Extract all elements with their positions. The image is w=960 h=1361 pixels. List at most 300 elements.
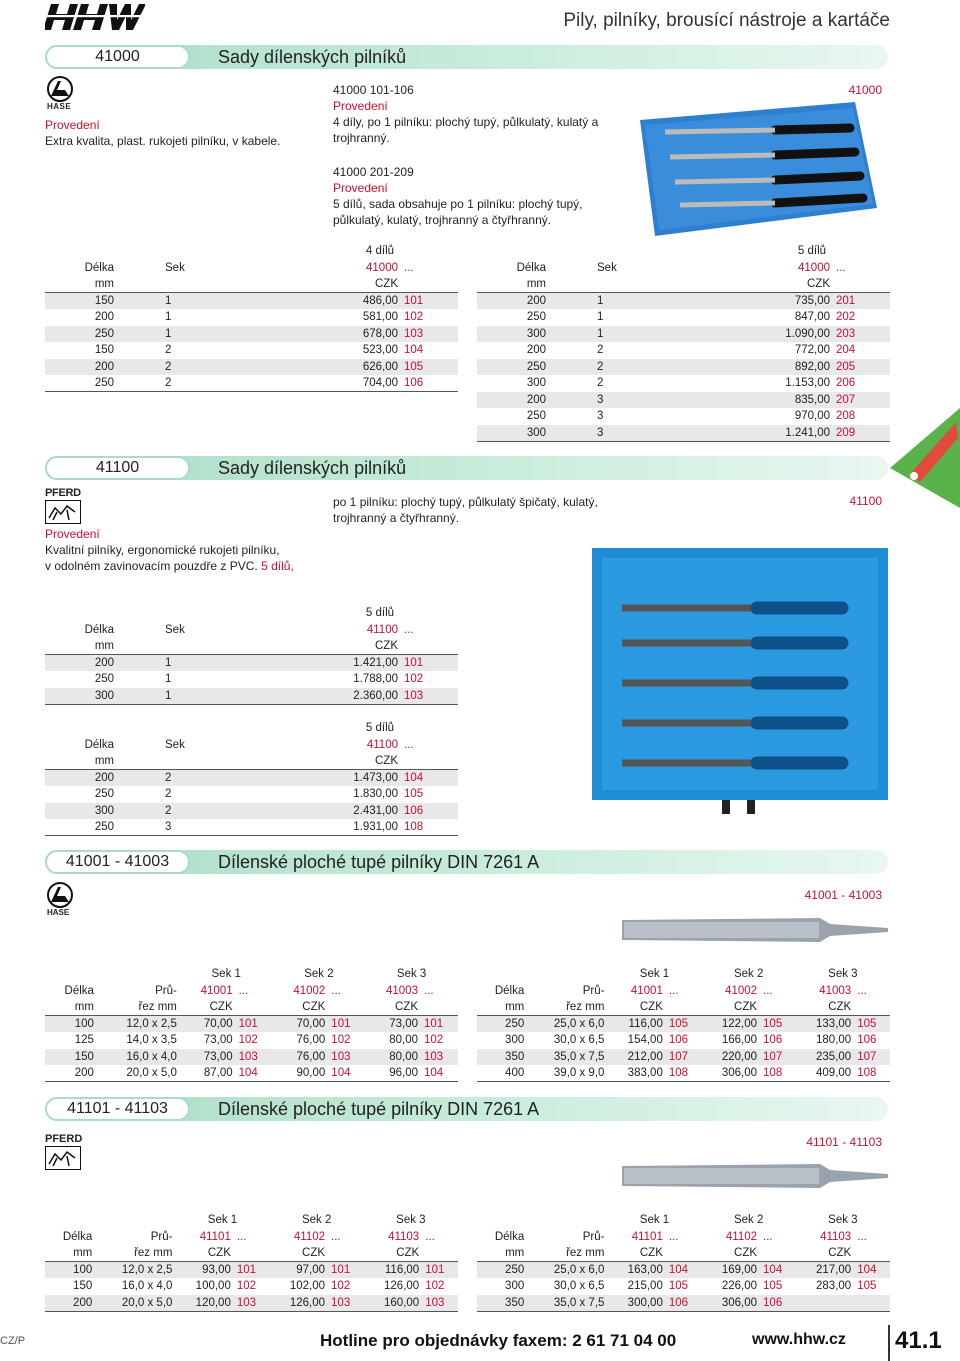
section-title: Sady dílenských pilníků: [218, 47, 407, 67]
table-row: [477, 1032, 890, 1049]
table-row: [477, 1278, 890, 1295]
unit-row: [477, 999, 890, 1016]
table-row: [45, 655, 458, 672]
cross-section: 20,0 x 5,0: [95, 1295, 175, 1312]
col-header: ...: [857, 984, 867, 997]
section-title: Dílenské ploché tupé pilníky DIN 7261 A: [218, 852, 540, 872]
table-cell: 200: [45, 1065, 97, 1082]
unit-header: CZK: [365, 999, 421, 1016]
col-header: 41001: [630, 984, 663, 997]
order-code: 206: [836, 377, 856, 390]
col-header: 41000: [366, 261, 398, 274]
table-cell: 350: [477, 1295, 527, 1312]
table-cell: 200: [94, 311, 114, 324]
order-code: 205: [833, 359, 890, 376]
order-code: 107: [760, 1049, 796, 1066]
table-cell: 400: [477, 1065, 527, 1082]
language-code: CZ/P: [0, 1335, 26, 1347]
table-cell: 93,00: [175, 1262, 233, 1279]
order-code: 104: [666, 1262, 702, 1279]
section-header-41100: [45, 456, 888, 480]
unit-header: CZK: [270, 1245, 328, 1262]
table-body: [477, 1016, 890, 1082]
order-code: 102: [404, 311, 424, 324]
pferd-brand-logo: [45, 1146, 81, 1170]
table-cell: 80,00: [389, 1034, 418, 1047]
table-cell: 350: [477, 1049, 527, 1066]
table-cell: 1.153,00: [785, 377, 830, 390]
table-cell: 100: [45, 1016, 97, 1033]
saw-category-icon: [890, 408, 960, 508]
cut-grade: 1: [117, 293, 317, 310]
table-cell: 226,00: [721, 1280, 758, 1293]
unit-header: CZK: [702, 999, 760, 1016]
price-table-41101-right: [477, 1212, 890, 1312]
file-pouch-photo: [592, 548, 888, 816]
cross-section: 25,0 x 6,0: [527, 1262, 607, 1279]
section-header-41101: [45, 1097, 888, 1121]
unit-header: řez mm: [95, 1245, 175, 1262]
order-code: 101: [401, 293, 458, 310]
set-a-text: 4 díly, po 1 pilníku: plochý tupý, půlkulatý, kulatý a: [333, 115, 599, 129]
group-header: Sek 3: [396, 1214, 426, 1227]
cut-grade: 1: [597, 311, 604, 324]
unit-header: CZK: [607, 1245, 665, 1262]
section-code: 41100: [45, 456, 190, 480]
order-code: 101: [328, 1016, 365, 1033]
set-desc: po 1 pilníku: plochý tupý, půlkulatý špičatý, kulatý,: [333, 495, 598, 509]
table-row: [45, 819, 458, 836]
col-header: Délka: [494, 1230, 525, 1243]
set-b-label: Provedení: [333, 181, 388, 195]
table-cell: 90,00: [273, 1065, 329, 1082]
col-header: 41001: [200, 984, 233, 997]
table-cell: 626,00: [317, 359, 401, 376]
unit-header: CZK: [749, 276, 833, 293]
table-cell: 125: [74, 1034, 94, 1047]
hase-brand-text: HASE: [47, 908, 70, 917]
website-link[interactable]: www.hhw.cz: [752, 1331, 846, 1348]
order-code: 107: [666, 1049, 702, 1066]
col-header: 41101: [631, 1230, 663, 1243]
set-a-code: 41000 101-106: [333, 83, 414, 97]
table-cell: 250: [45, 326, 117, 343]
table-caption: 5 dílů: [797, 245, 827, 258]
pferd-brand-text: PFERD: [45, 487, 81, 499]
unit-header: [234, 1245, 270, 1262]
table-cell: 1.830,00: [353, 788, 398, 801]
col-header: Délka: [62, 1230, 93, 1243]
table-row: [477, 293, 890, 310]
table-cell: 250: [477, 1016, 527, 1033]
order-code: 103: [422, 1295, 458, 1312]
table-cell: 250: [477, 359, 549, 376]
table-row: [45, 293, 458, 310]
unit-header: [328, 999, 365, 1016]
table-cell: 200: [526, 344, 546, 357]
cross-section: 20,0 x 5,0: [97, 1065, 180, 1082]
table-cell: 847,00: [794, 311, 830, 324]
order-code: 101: [236, 1016, 273, 1033]
table-row: [477, 309, 890, 326]
col-header: Délka: [494, 984, 525, 997]
cut-grade: 2: [117, 359, 317, 376]
order-code: 104: [404, 344, 424, 357]
unit-header: CZK: [364, 1245, 422, 1262]
table-cell: 217,00: [796, 1262, 854, 1279]
col-header: Sek: [597, 261, 617, 274]
cut-grade: 2: [117, 803, 317, 820]
header-row: [45, 1229, 458, 1246]
table-row: [477, 1049, 890, 1066]
table-body: [477, 1262, 890, 1312]
col-header: 41003: [819, 984, 852, 997]
order-code: 103: [401, 326, 458, 343]
table-row: [45, 326, 458, 343]
table-cell: 97,00: [270, 1262, 328, 1279]
col-header: ...: [423, 984, 434, 997]
page-footer: [0, 1325, 960, 1361]
table-cell: 735,00: [749, 293, 833, 310]
group-header: Sek 1: [211, 968, 241, 981]
group-header: Sek 3: [828, 968, 858, 981]
table-row: [45, 1049, 458, 1066]
table-cell: 100: [45, 1262, 95, 1279]
provedeni-label: Provedení: [45, 527, 100, 541]
table-cell: 300: [505, 1280, 525, 1293]
cut-grade: 1: [165, 311, 172, 324]
cut-grade: 3: [117, 819, 317, 836]
group-header: Sek 2: [733, 1214, 764, 1227]
set-b-code: 41000 201-209: [333, 165, 414, 179]
table-cell: 250: [526, 311, 546, 324]
group-header: Sek 2: [301, 1214, 332, 1227]
col-header: Sek: [165, 738, 185, 751]
table-row: [45, 1295, 458, 1312]
table-body: [45, 1262, 458, 1312]
col-header: 41102: [725, 1230, 758, 1243]
order-code: 105: [763, 1280, 783, 1293]
price-table-4-parts: [45, 243, 458, 392]
provedeni-label: Provedení: [45, 118, 100, 132]
table-cell: 166,00: [721, 1034, 758, 1047]
group-header: Sek 1: [639, 1214, 670, 1227]
table-cell: 122,00: [702, 1016, 760, 1033]
table-row: [45, 803, 458, 820]
table-cell: 200: [477, 392, 549, 409]
col-header: ...: [238, 984, 249, 997]
unit-header: CZK: [796, 999, 854, 1016]
col-header: Délka: [64, 984, 94, 997]
unit-header: [760, 1245, 796, 1262]
col-header: Prů-: [582, 1230, 605, 1243]
table-cell: 100,00: [195, 1280, 231, 1293]
cross-section: 30,0 x 6,5: [553, 1280, 605, 1293]
order-code: 103: [234, 1295, 270, 1312]
footer-divider: [888, 1325, 890, 1361]
table-cell: 1.931,00: [317, 819, 401, 836]
order-code: 101: [328, 1262, 364, 1279]
cross-section: 16,0 x 4,0: [121, 1280, 173, 1293]
table-row: [45, 375, 458, 392]
table-cell: 250: [94, 788, 114, 801]
col-header: 41103: [820, 1230, 852, 1243]
table-cell: 200: [45, 1295, 95, 1312]
table-cell: 283,00: [816, 1280, 852, 1293]
unit-header: [236, 999, 273, 1016]
table-cell: 250: [45, 375, 117, 392]
price-table-41101-left: [45, 1212, 458, 1312]
unit-header: mm: [45, 276, 117, 293]
order-code: 102: [423, 1034, 444, 1047]
col-header: ...: [404, 738, 414, 751]
order-code: 105: [857, 1280, 877, 1293]
table-row: [477, 1295, 890, 1312]
section-code: 41001 - 41003: [45, 850, 190, 874]
table-row: [477, 375, 890, 392]
unit-header: CZK: [317, 638, 401, 655]
cut-grade: 2: [117, 375, 317, 392]
order-code: 103: [236, 1049, 273, 1066]
pferd-brand-text: PFERD: [45, 1133, 83, 1145]
order-code: 104: [854, 1262, 890, 1279]
table-cell: 250: [526, 410, 546, 423]
table-cell: 73,00: [180, 1049, 236, 1066]
cut-grade: 3: [549, 392, 749, 409]
table-body: [45, 1016, 458, 1082]
cross-section: 39,0 x 9,0: [527, 1065, 607, 1082]
order-code: 102: [425, 1280, 445, 1293]
order-code: 106: [668, 1034, 689, 1047]
unit-header: CZK: [796, 1245, 854, 1262]
table-row: [477, 408, 890, 425]
table-cell: 1.473,00: [317, 770, 401, 787]
cut-grade: 1: [549, 326, 749, 343]
unit-header: mm: [477, 276, 549, 293]
col-header: 41100: [366, 738, 398, 751]
col-header: Délka: [84, 623, 114, 636]
unit-header: řez mm: [97, 999, 180, 1016]
right-code: 41001 - 41003: [804, 888, 882, 902]
order-code: 108: [760, 1065, 796, 1082]
cut-grade: 3: [549, 425, 749, 442]
group-header: Sek 2: [733, 968, 764, 981]
table-cell: 892,00: [749, 359, 833, 376]
col-header: 41002: [293, 984, 326, 997]
order-code: 104: [401, 770, 458, 787]
table-cell: 220,00: [702, 1049, 760, 1066]
table-cell: 300: [526, 377, 546, 390]
order-code: 108: [854, 1065, 890, 1082]
order-code: 104: [328, 1065, 365, 1082]
unit-header: CZK: [317, 753, 401, 770]
order-code: 105: [404, 788, 424, 801]
table-row: [45, 671, 458, 688]
order-code: 203: [833, 326, 890, 343]
cross-section: 14,0 x 3,5: [126, 1034, 177, 1047]
flat-file-photo: [620, 914, 888, 946]
table-row: [45, 688, 458, 705]
cut-grade: 2: [597, 344, 604, 357]
table-cell: 150: [94, 344, 114, 357]
table-cell: 306,00: [702, 1065, 760, 1082]
file-set-photo: [625, 100, 880, 238]
table-cell: 126,00: [384, 1280, 420, 1293]
col-header: Sek: [165, 261, 185, 274]
table-body: [45, 770, 458, 836]
col-header: ...: [836, 261, 846, 274]
order-code: 105: [854, 1016, 890, 1033]
table-caption: 4 dílů: [365, 245, 395, 258]
unit-row: [45, 999, 458, 1016]
col-header: 41000: [798, 261, 830, 274]
order-code: 102: [331, 1034, 351, 1047]
table-cell: 126,00: [270, 1295, 328, 1312]
order-code: 108: [666, 1065, 702, 1082]
order-code: 102: [404, 673, 424, 686]
order-code: 209: [833, 425, 890, 442]
table-row: [45, 786, 458, 803]
table-cell: 87,00: [180, 1065, 236, 1082]
table-cell: 1.788,00: [353, 673, 398, 686]
set-a-text: trojhranný.: [333, 131, 390, 145]
table-cell: 200: [45, 655, 117, 672]
col-header: ...: [763, 984, 773, 997]
table-cell: 133,00: [796, 1016, 854, 1033]
unit-header: mm: [477, 1245, 527, 1262]
table-row: [45, 1032, 458, 1049]
col-header: 41101: [199, 1230, 231, 1243]
col-header: 41100: [366, 623, 398, 636]
table-cell: 212,00: [607, 1049, 665, 1066]
unit-header: řez mm: [527, 999, 607, 1016]
table-cell: 300: [477, 326, 549, 343]
table-cell: 300: [45, 688, 117, 705]
order-code: 106: [857, 1034, 877, 1047]
order-code: 101: [422, 1262, 458, 1279]
unit-header: [666, 1245, 702, 1262]
cross-section: 25,0 x 6,0: [527, 1016, 607, 1033]
cut-grade: 2: [549, 359, 749, 376]
table-cell: 215,00: [627, 1280, 663, 1293]
col-header: Délka: [516, 261, 546, 274]
col-header: 41102: [293, 1230, 326, 1243]
cross-section: 30,0 x 6,5: [553, 1034, 605, 1047]
order-code: 104: [421, 1065, 458, 1082]
table-cell: 250: [45, 819, 117, 836]
flat-file-photo: [620, 1160, 888, 1192]
table-row: [45, 1016, 458, 1033]
table-cell: 523,00: [362, 344, 398, 357]
table-cell: 154,00: [627, 1034, 663, 1047]
order-code: 104: [236, 1065, 273, 1082]
table-cell: 70,00: [273, 1016, 329, 1033]
header-row: [477, 983, 890, 1000]
table-cell: 116,00: [364, 1262, 422, 1279]
table-cell: 76,00: [296, 1034, 326, 1047]
table-cell: 200: [45, 770, 117, 787]
unit-header: [854, 1245, 890, 1262]
order-code: 105: [401, 359, 458, 376]
section-title: Sady dílenských pilníků: [218, 458, 407, 478]
table-cell: 180,00: [816, 1034, 852, 1047]
unit-row: [45, 1245, 458, 1262]
table-cell: 163,00: [607, 1262, 665, 1279]
table-cell: 2.431,00: [317, 803, 401, 820]
order-code: 101: [421, 1016, 458, 1033]
table-row: [45, 359, 458, 376]
col-header: 41003: [386, 984, 418, 997]
table-cell: 120,00: [175, 1295, 233, 1312]
catalog-section-title: Pily, pilníky, brousící nástroje a kartáče: [563, 10, 890, 31]
price-table-5-parts-sek1: [45, 605, 458, 705]
table-cell: 73,00: [365, 1016, 421, 1033]
right-code: 41100: [849, 494, 882, 508]
cross-section: 12,0 x 2,5: [97, 1016, 180, 1033]
table-cell: 70,00: [180, 1016, 236, 1033]
order-code: [854, 1295, 890, 1312]
order-code: 102: [331, 1280, 351, 1293]
col-header: Délka: [84, 261, 114, 274]
table-cell: 306,00: [702, 1295, 760, 1312]
table-cell: 102,00: [289, 1280, 326, 1293]
table-cell: 160,00: [364, 1295, 422, 1312]
table-row: [477, 342, 890, 359]
table-cell: 200: [45, 359, 117, 376]
col-header: ...: [425, 1230, 435, 1243]
table-cell: 409,00: [796, 1065, 854, 1082]
table-row: [477, 392, 890, 409]
table-row: [477, 1065, 890, 1082]
table-row: [45, 309, 458, 326]
order-code: 102: [238, 1034, 258, 1047]
table-row: [45, 1278, 458, 1295]
table-cell: 1.090,00: [749, 326, 833, 343]
table-row: [45, 770, 458, 787]
table-cell: 970,00: [794, 410, 830, 423]
unit-header: CZK: [273, 999, 329, 1016]
cut-grade: 2: [165, 788, 172, 801]
order-code: 105: [666, 1016, 702, 1033]
col-header: 41103: [388, 1230, 420, 1243]
unit-header: [421, 999, 458, 1016]
order-code: 107: [854, 1049, 890, 1066]
right-code: 41000: [848, 83, 882, 97]
unit-header: [328, 1245, 364, 1262]
table-cell: 300: [477, 425, 549, 442]
table-cell: 1.421,00: [317, 655, 401, 672]
table-cell: 300: [45, 803, 117, 820]
unit-header: mm: [45, 1245, 95, 1262]
order-code: 103: [328, 1049, 365, 1066]
table-cell: 250: [477, 1262, 527, 1279]
set-desc: trojhranný a čtyřhranný.: [333, 511, 460, 525]
group-header: Sek 2: [304, 968, 334, 981]
group-header: Sek 1: [639, 968, 670, 981]
table-cell: 678,00: [317, 326, 401, 343]
section-code: 41000: [45, 45, 190, 69]
order-code: 102: [236, 1280, 257, 1293]
col-header: ...: [763, 1230, 773, 1243]
table-body: [477, 293, 890, 442]
provedeni-text: Kvalitní pilníky, ergonomické rukojeti pilníku,: [45, 543, 280, 557]
unit-header: [854, 999, 890, 1016]
col-header: ...: [668, 984, 679, 997]
group-header: Sek 1: [207, 1214, 238, 1227]
table-body: [45, 293, 458, 392]
col-header: ...: [404, 261, 414, 274]
table-cell: 73,00: [203, 1034, 233, 1047]
